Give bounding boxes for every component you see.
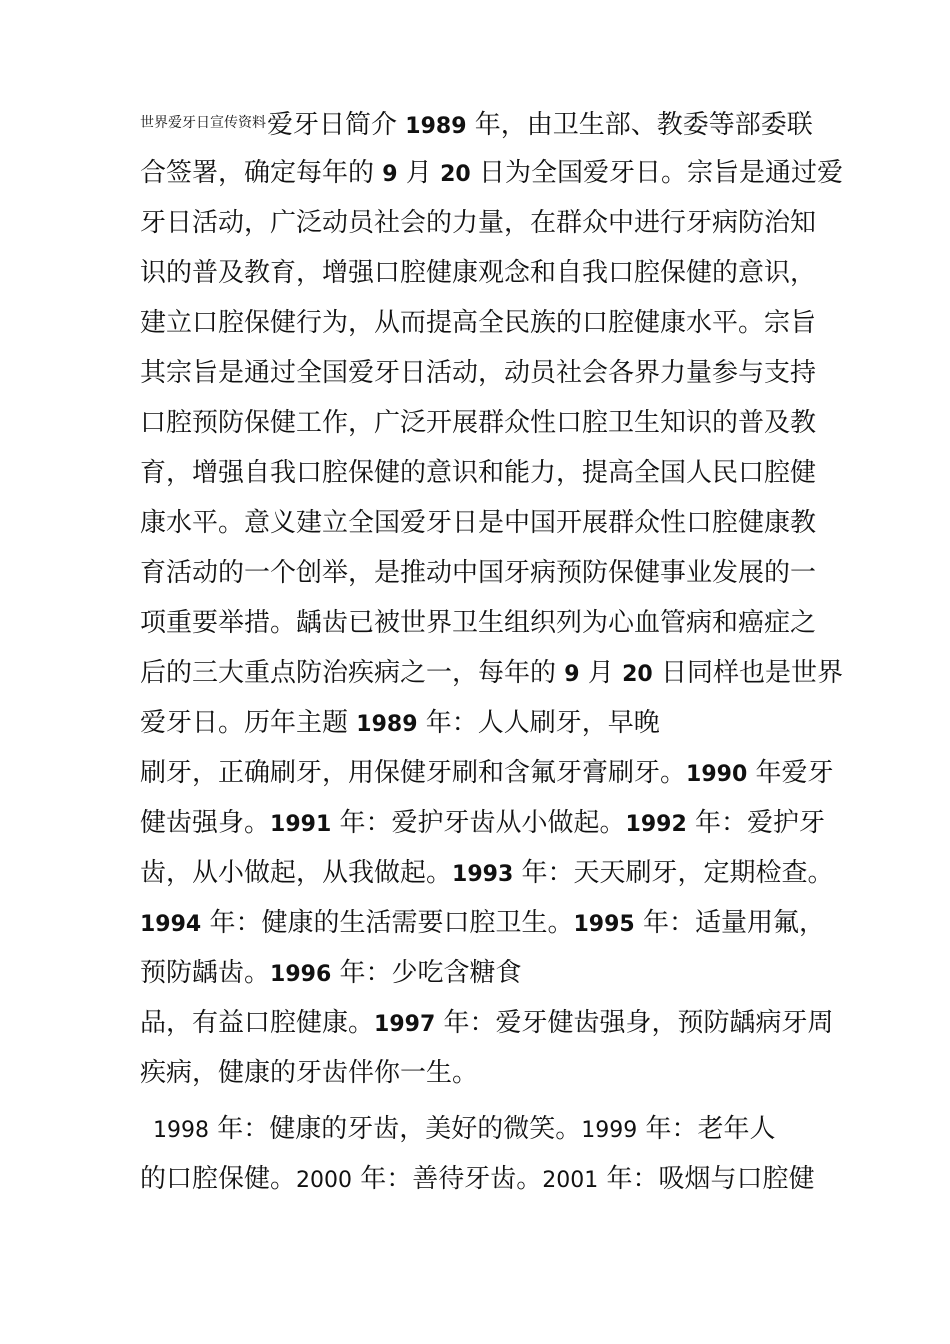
text-run: 刷牙，正确刷牙，用保健牙刷和含氟牙膏刷牙。 (140, 758, 687, 788)
text-run: 健齿强身。 (140, 808, 271, 838)
text-run: 年，由卫生部、教委等部委联 (466, 110, 813, 140)
text-run: 年：健康的生活需要口腔卫生。 (201, 908, 574, 938)
text-line (140, 398, 820, 448)
text-run: 的口腔保健。 (140, 1164, 297, 1194)
number-run: 20 (622, 662, 653, 687)
number-run: 1989 (405, 114, 467, 139)
text-run: 育活动的一个创举，是推动中国牙病预防保健事业发展的一 (140, 558, 817, 588)
number-run: 1989 (356, 712, 418, 737)
text-line (140, 198, 820, 248)
text-run: 口腔预防保健工作，广泛开展群众性口腔卫生知识的普及教 (140, 408, 817, 438)
text-line (140, 798, 826, 848)
text-run: 年：吸烟与口腔健 (598, 1164, 815, 1194)
text-line (140, 348, 820, 398)
text-run: 日同样也是世界 (652, 658, 843, 688)
text-line (140, 998, 834, 1048)
text-run: 康水平。意义建立全国爱牙日是中国开展群众性口腔健康教 (140, 508, 817, 538)
text-run: 齿，从小做起，从我做起。 (140, 858, 453, 888)
text-run: 疾病，健康的牙齿伴你一生。 (140, 1058, 479, 1088)
text-run: 预防龋齿。 (140, 958, 271, 988)
text-line (140, 248, 820, 298)
text-line (140, 748, 834, 798)
text-line (140, 448, 820, 498)
text-run: 年：少吃含糖食 (331, 958, 522, 988)
text-run: 建立口腔保健行为，从而提高全民族的口腔健康水平。宗旨 (140, 308, 817, 338)
document-title: 世界爱牙日宣传资料 (140, 115, 266, 131)
document-body (140, 98, 843, 1204)
text-run: 育，增强自我口腔保健的意识和能力，提高全国人民口腔健 (140, 458, 817, 488)
text-run: 年：天天刷牙，定期检查。 (513, 858, 834, 888)
text-line (140, 848, 834, 898)
text-line (140, 98, 820, 148)
text-line (140, 548, 820, 598)
text-run: 年爱牙 (747, 758, 834, 788)
text-run: 年：人人刷牙，早晚 (417, 708, 660, 738)
number-run: 1999 (581, 1118, 638, 1143)
text-run: 年：适量用氟， (634, 908, 825, 938)
text-line (140, 498, 820, 548)
text-line (140, 698, 820, 748)
number-run: 1996 (270, 962, 332, 987)
text-line (140, 948, 820, 998)
text-run: 后的三大重点防治疾病之一，每年的 (140, 658, 565, 688)
text-run: 年：善待牙齿。 (352, 1164, 543, 1194)
number-run: 1994 (140, 912, 202, 937)
text-run: 月 (579, 658, 623, 688)
text-run: 年：爱牙健齿强身，预防龋病牙周 (435, 1008, 834, 1038)
text-line (140, 898, 825, 948)
number-run: 1990 (686, 762, 748, 787)
number-run: 1992 (625, 812, 687, 837)
text-run: 年：爱护牙 (686, 808, 826, 838)
text-run: 牙日活动，广泛动员社会的力量，在群众中进行牙病防治知 (140, 208, 817, 238)
text-run: 年：健康的牙齿，美好的微笑。 (209, 1114, 582, 1144)
text-run: 爱牙日简介 (267, 110, 406, 140)
text-line (140, 1048, 820, 1098)
text-line (140, 598, 820, 648)
text-line (140, 298, 820, 348)
text-run: 合签署，确定每年的 (140, 158, 383, 188)
text-run: 识的普及教育，增强口腔健康观念和自我口腔保健的意识， (140, 258, 817, 288)
text-run: 项重要举措。龋齿已被世界卫生组织列为心血管病和癌症之 (140, 608, 817, 638)
number-run: 1995 (573, 912, 635, 937)
text-run: 年：老年人 (637, 1114, 776, 1144)
number-run: 1993 (452, 862, 514, 887)
text-run: 其宗旨是通过全国爱牙日活动，动员社会各界力量参与支持 (140, 358, 817, 388)
number-run: 1998 (153, 1118, 209, 1143)
number-run: 2000 (296, 1168, 353, 1193)
text-line (140, 648, 843, 698)
text-run: 月 (397, 158, 441, 188)
text-line (140, 1154, 820, 1204)
number-run: 20 (440, 162, 471, 187)
number-run: 1991 (270, 812, 332, 837)
text-run: 日为全国爱牙日。宗旨是通过爱 (470, 158, 843, 188)
number-run: 2001 (542, 1168, 599, 1193)
number-run: 9 (382, 162, 398, 187)
text-run: 爱牙日。历年主题 (140, 708, 357, 738)
text-run: 品，有益口腔健康。 (140, 1008, 375, 1038)
text-line (140, 1104, 820, 1154)
number-run: 1997 (374, 1012, 436, 1037)
text-line (140, 148, 843, 198)
number-run: 9 (564, 662, 580, 687)
text-run: 年：爱护牙齿从小做起。 (331, 808, 626, 838)
